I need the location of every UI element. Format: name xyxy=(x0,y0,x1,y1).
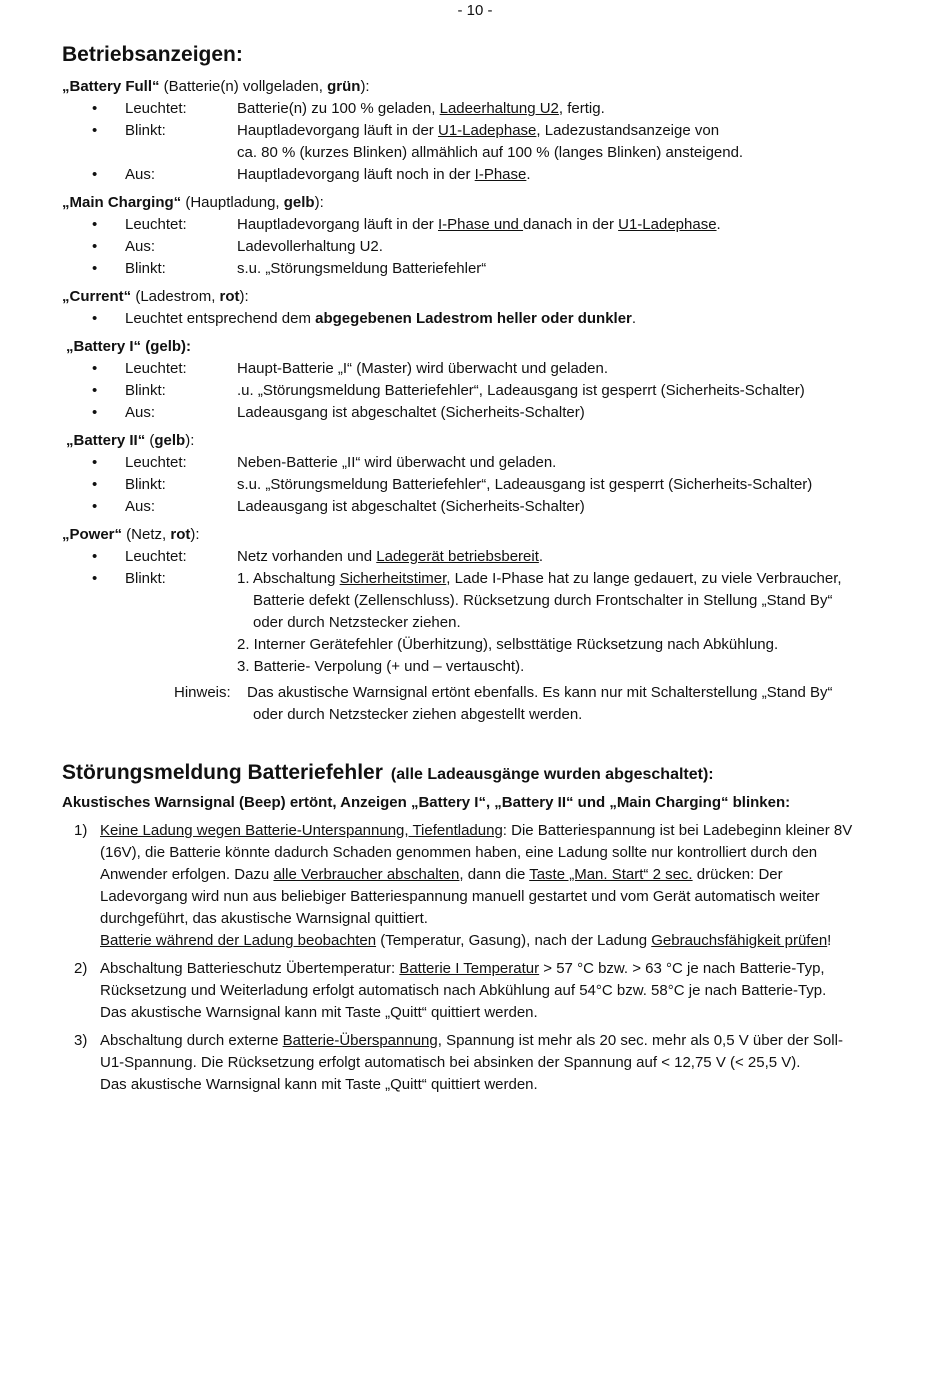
bullet-icon: • xyxy=(92,570,98,587)
list-item: • Blinkt: Hauptladevorgang läuft in der U1-Ladephase, Ladezustandsanzeige von xyxy=(62,120,912,142)
list-item: • Leuchtet: Batterie(n) zu 100 % geladen, Ladeerhaltung U2, fertig. xyxy=(62,98,912,120)
list-item: • Leuchtet: Haupt-Batterie „I“ (Master) wird überwacht und geladen. xyxy=(62,358,912,380)
list-item-continuation: oder durch Netzstecker ziehen. xyxy=(253,614,461,631)
indicator-heading-main-charging: „Main Charging“ (Hauptladung, gelb): xyxy=(62,194,324,211)
list-item: • Aus: Ladeausgang ist abgeschaltet (Sicherheits-Schalter) xyxy=(62,496,912,518)
list-item: • Aus: Ladevollerhaltung U2. xyxy=(62,236,912,258)
list-item: • Blinkt: 1. Abschaltung Sicherheitstimer, Lade I-Phase hat zu lange gedauert, zu viele Verbraucher, xyxy=(62,568,912,590)
list-item: • Blinkt: .u. „Störungsmeldung Batteriefehler“, Ladeausgang ist gesperrt (Sicherheits-Schalter) xyxy=(62,380,912,402)
indicator-heading-battery-2: „Battery II“ (gelb): xyxy=(66,432,195,449)
list-item: • Aus: Ladeausgang ist abgeschaltet (Sicherheits-Schalter) xyxy=(62,402,912,424)
bullet-icon: • xyxy=(92,382,98,399)
indicator-heading-current: „Current“ (Ladestrom, rot): xyxy=(62,288,249,305)
bullet-icon: • xyxy=(92,100,98,117)
list-item-continuation: 2. Interner Gerätefehler (Überhitzung), selbsttätige Rücksetzung nach Abkühlung. xyxy=(237,636,779,653)
indicator-heading-battery-1: „Battery I“ (gelb): xyxy=(66,338,192,355)
section-title-stoerungsmeldung: Störungsmeldung Batteriefehler (alle Ladeausgänge wurden abgeschaltet): xyxy=(62,761,714,784)
hint-note: Hinweis: Das akustische Warnsignal ertönt ebenfalls. Es kann nur mit Schalterstellung „Stand By“ xyxy=(174,684,833,701)
bullet-icon: • xyxy=(92,498,98,515)
page-number: - 10 - xyxy=(457,2,493,19)
bullet-icon: • xyxy=(92,260,98,277)
list-item-continuation: ca. 80 % (kurzes Blinken) allmählich auf 100 % (langes Blinken) ansteigend. xyxy=(237,144,744,161)
page-content xyxy=(62,40,912,1096)
indicator-heading-power: „Power“ (Netz, rot): xyxy=(62,526,200,543)
bullet-icon: • xyxy=(92,548,98,565)
bullet-icon: • xyxy=(92,122,98,139)
bullet-icon: • xyxy=(92,476,98,493)
list-item: • Leuchtet: Hauptladevorgang läuft in der I-Phase und danach in der U1-Ladephase. xyxy=(62,214,912,236)
bullet-icon: • xyxy=(92,454,98,471)
indicator-heading-battery-full: „Battery Full“ (Batterie(n) vollgeladen, grün): xyxy=(62,78,370,95)
numbered-item-2: 2) Abschaltung Batterieschutz Übertemperatur: Batterie I Temperatur > 57 °C bzw. > 63 °C je nach Batterie-Typ, Rücksetzung und Weiterladung erfolgt automatisch nach Abkühlung auf 54°C bzw. 58°C je nach Batterie-Typ. Das akustische Warnsignal kann mit Taste „Quitt“ quittiert werden. xyxy=(74,960,827,1021)
numbered-item-1: 1) Keine Ladung wegen Batterie-Unterspannung, Tiefentladung: Die Batteriespannung ist bei Ladebeginn kleiner 8V (16V), die Batterie könnte dadurch Schaden genommen haben, eine Ladung sollte nur kontrolliert durch den Anwender erfolgen. Dazu alle Verbraucher abschalten, dann die Taste „Man. Start“ 2 sec. drücken: Der Ladevorgang wird nun aus beliebiger Batteriespannung manuell gestartet und vom Gerät automatisch weiter durchgeführt, das akustische Warnsignal quittiert. Batterie während der Ladung beobachten (Temperatur, Gasung), nach der Ladung Gebrauchsfähigkeit prüfen! xyxy=(74,822,853,949)
list-item: • Leuchtet entsprechend dem abgegebenen Ladestrom heller oder dunkler. xyxy=(62,308,912,330)
bullet-icon: • xyxy=(92,360,98,377)
list-item: • Leuchtet: Netz vorhanden und Ladegerät betriebsbereit. xyxy=(62,546,912,568)
bullet-icon: • xyxy=(92,310,98,327)
list-item-continuation: 3. Batterie- Verpolung (+ und – vertauscht). xyxy=(237,658,525,675)
section-subtitle: Akustisches Warnsignal (Beep) ertönt, Anzeigen „Battery I“, „Battery II“ und „Main Charging“ blinken: xyxy=(62,794,791,811)
bullet-icon: • xyxy=(92,404,98,421)
section-title-betriebsanzeigen: Betriebsanzeigen: xyxy=(62,43,243,66)
list-item: • Blinkt: s.u. „Störungsmeldung Batteriefehler“, Ladeausgang ist gesperrt (Sicherheits-Schalter) xyxy=(62,474,912,496)
numbered-item-3: 3) Abschaltung durch externe Batterie-Überspannung, Spannung ist mehr als 20 sec. mehr als 0,5 V über der Soll- U1-Spannung. Die Rücksetzung erfolgt automatisch bei absinken der Spannung auf < 12,75 V (< 25,5 V). Das akustische Warnsignal kann mit Taste „Quitt“ quittiert werden. xyxy=(74,1032,843,1093)
hint-note-continuation: oder durch Netzstecker ziehen abgestellt werden. xyxy=(253,706,583,723)
list-item: • Aus: Hauptladevorgang läuft noch in der I-Phase. xyxy=(62,164,912,186)
bullet-icon: • xyxy=(92,216,98,233)
bullet-icon: • xyxy=(92,166,98,183)
list-item-continuation: Batterie defekt (Zellenschluss). Rücksetzung durch Frontschalter in Stellung „Stand By“ xyxy=(253,592,833,609)
list-item: • Leuchtet: Neben-Batterie „II“ wird überwacht und geladen. xyxy=(62,452,912,474)
list-item: • Blinkt: s.u. „Störungsmeldung Batteriefehler“ xyxy=(62,258,912,280)
bullet-icon: • xyxy=(92,238,98,255)
